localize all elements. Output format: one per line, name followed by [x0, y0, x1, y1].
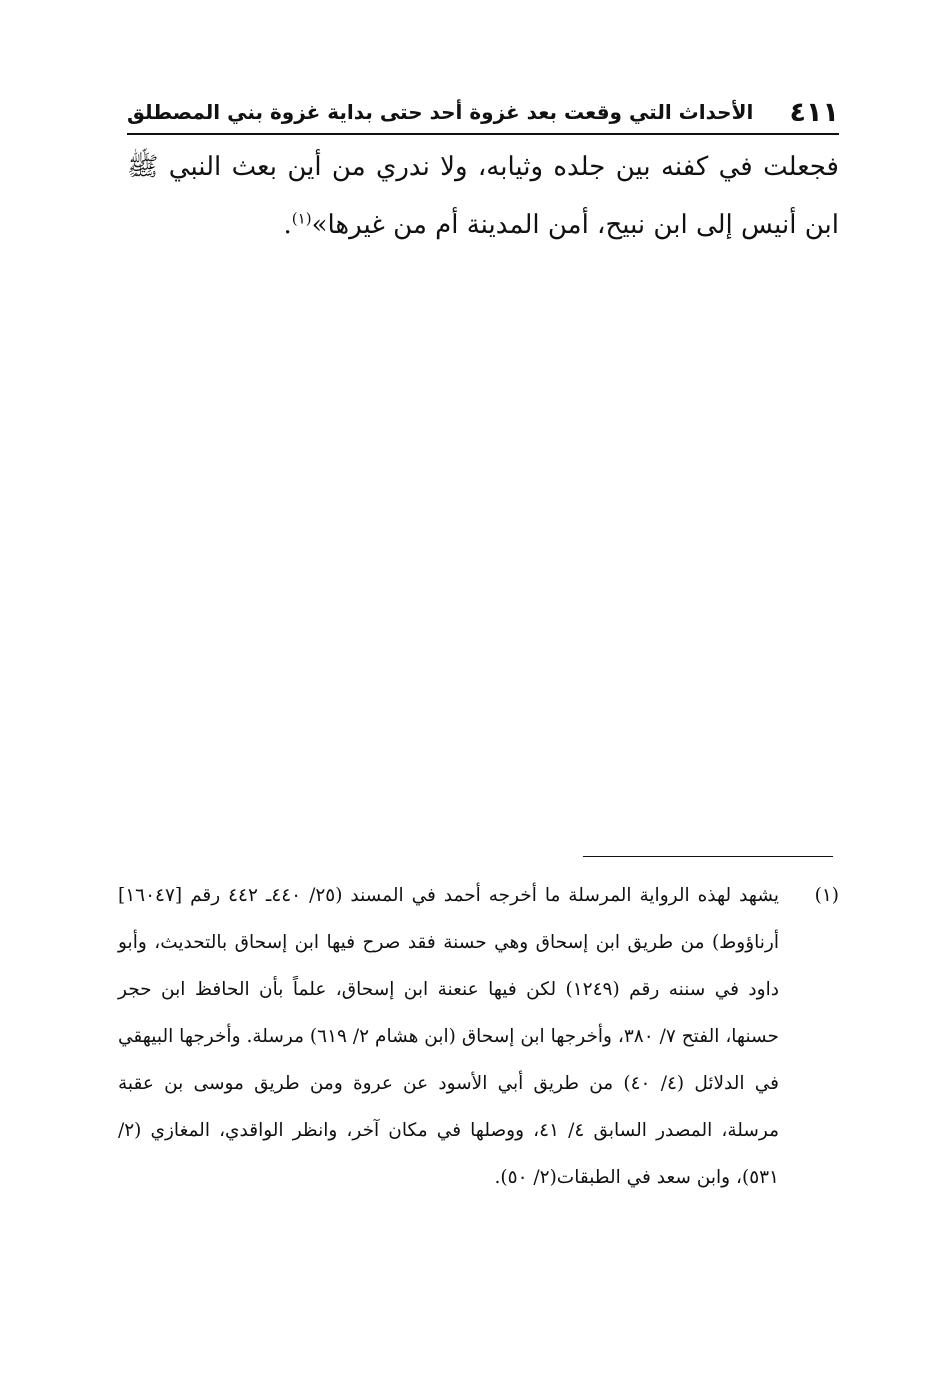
paragraph-end: .	[283, 210, 292, 240]
running-title: الأحداث التي وقعت بعد غزوة أحد حتى بداية غزوة بني المصطلق	[127, 100, 754, 124]
footnote-separator	[583, 856, 833, 857]
header-rule	[127, 133, 839, 135]
footnote-text: يشهد لهذه الرواية المرسلة ما أخرجه أحمد في المسند (٢٥/ ٤٤٠ـ ٤٤٢ رقم [١٦٠٤٧] أرناؤوط) من طريق ابن إسحاق وهي حسنة فقد صرح فيها ابن إسحاق بالتحديث، وأبو داود في سننه رقم (١٢٤٩) لكن فيها عنعنة ابن إسحاق، علماً بأن الحافظ ابن حجر حسنها، الفتح ٧/ ٣٨٠، وأخرجها ابن إسحاق (ابن هشام ٢/ ٦١٩) مرسلة. وأخرجها البيهقي في الدلائل (٤/ ٤٠) من طريق أبي الأسود عن عروة ومن طريق موسى بن عقبة مرسلة، المصدر السابق ٤/ ٤١، ووصلها في مكان آخر، وانظر الواقدي، المغازي (٢/ ٥٣١)، وابن سعد في الطبقات(٢/ ٥٠).	[118, 885, 779, 1188]
footnote-reference[interactable]: (١)	[291, 209, 312, 228]
page-number: ٤١١	[789, 96, 839, 128]
footnote-marker: (١)	[814, 885, 839, 906]
footnote	[118, 872, 839, 1201]
main-paragraph	[127, 138, 839, 254]
paragraph-text: فجعلت في كفنه بين جلده وثيابه، ولا ندري من أين بعث النبي ﷺ ابن أنيس إلى ابن نبيح، أمن المدينة أم من غيرها»	[127, 152, 839, 240]
page-header	[127, 92, 839, 132]
